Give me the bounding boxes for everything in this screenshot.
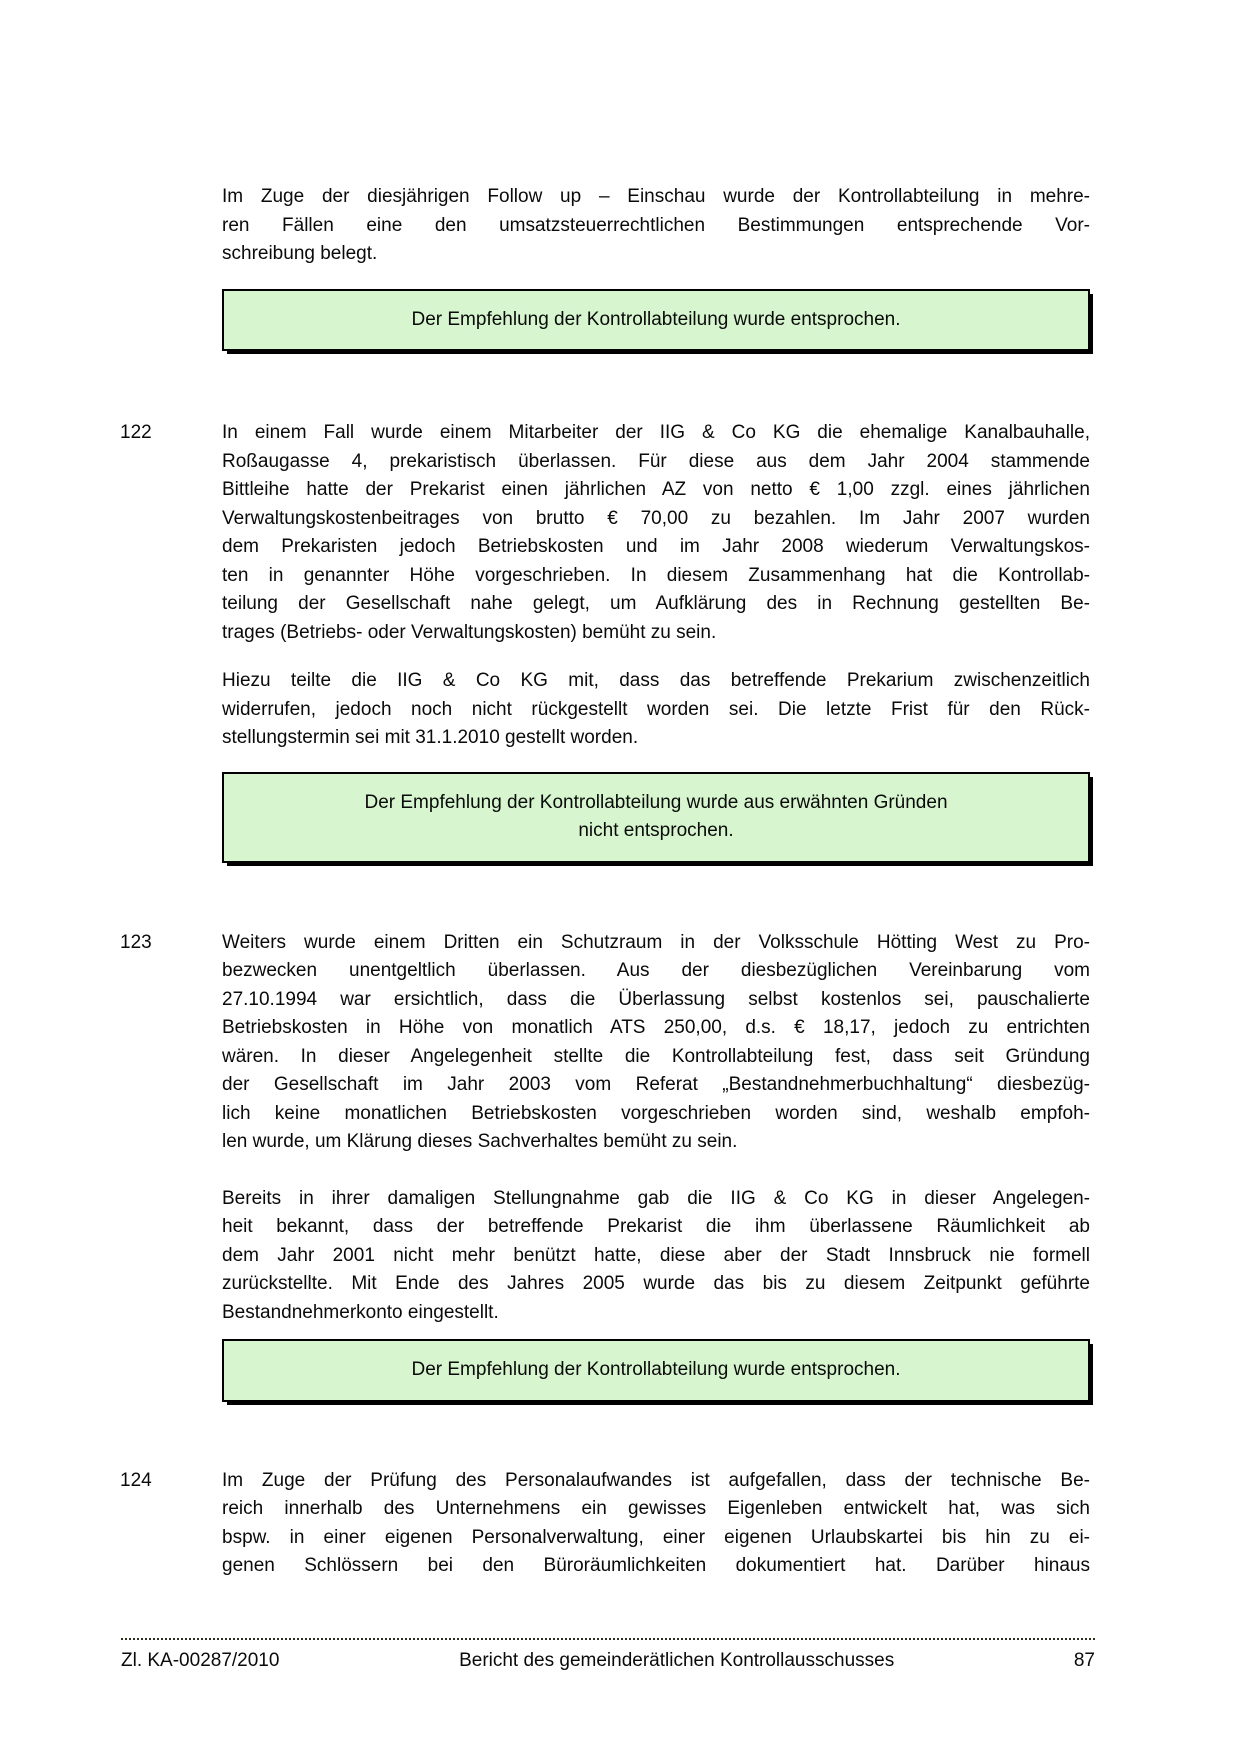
footer-page-number: 87	[1073, 1650, 1095, 1671]
text-line: genen Schlössern bei den Büroräumlichkeiten dokumentiert hat. Darüber hinaus	[222, 1555, 1090, 1576]
paragraph-122-reply	[222, 667, 1090, 753]
text-line: schreibung belegt.	[222, 243, 378, 264]
text-line: Weiters wurde einem Dritten ein Schutzraum in der Volksschule Hötting West zu Pro-	[222, 931, 1090, 953]
paragraph-intro	[222, 183, 1090, 269]
text-line: Der Empfehlung der Kontrollabteilung wurde entsprochen.	[411, 1359, 901, 1380]
text-line: der Gesellschaft im Jahr 2003 vom Referat „Bestandnehmerbuchhaltung“ diesbezüg-	[222, 1074, 1090, 1095]
text-line: Im Zuge der Prüfung des Personalaufwandes ist aufgefallen, dass der technische Be-	[222, 1469, 1090, 1491]
text-line: heit bekannt, dass der betreffende Prekarist die ihm überlassene Räumlichkeit ab	[222, 1216, 1090, 1237]
text-line: Bestandnehmerkonto eingestellt.	[222, 1301, 499, 1323]
text-line: reich innerhalb des Unternehmens ein gewisses Eigenleben entwickelt hat, was sich	[222, 1498, 1090, 1519]
text-line: Bittleihe hatte der Prekarist einen jährlichen AZ von netto € 1,00 zzgl. eines jährlichen	[222, 479, 1090, 500]
text-line: len wurde, um Klärung dieses Sachverhaltes bemüht zu sein.	[222, 1131, 738, 1152]
text-line: zurückstellte. Mit Ende des Jahres 2005 wurde das bis zu diesem Zeitpunkt geführte	[222, 1273, 1090, 1294]
text-line: Verwaltungskostenbeitrages von brutto € 70,00 zu bezahlen. Im Jahr 2007 wurden	[222, 507, 1090, 529]
text-line: Hiezu teilte die IIG & Co KG mit, dass das betreffende Prekarium zwischenzeitlich	[222, 670, 1090, 691]
paragraph-number: 122	[120, 422, 152, 443]
recommendation-box-3	[222, 1339, 1090, 1402]
text-line: bezwecken unentgeltlich überlassen. Aus der diesbezüglichen Vereinbarung vom	[222, 960, 1090, 981]
text-line: 27.10.1994 war ersichtlich, dass die Überlassung selbst kostenlos sei, pauschalierte	[222, 988, 1090, 1010]
text-line: nicht entsprochen.	[578, 820, 734, 841]
footer-divider	[121, 1638, 1095, 1640]
text-line: dem Prekaristen jedoch Betriebskosten und im Jahr 2008 wiederum Verwaltungskos-	[222, 536, 1090, 557]
text-line: Roßaugasse 4, prekaristisch überlassen. Für diese aus dem Jahr 2004 stammende	[222, 450, 1090, 472]
footer-reference: Zl. KA-00287/2010	[121, 1650, 280, 1671]
paragraph-number: 123	[120, 931, 152, 953]
page-body	[120, 183, 1090, 1581]
paragraph-123	[120, 929, 1090, 1157]
footer-title: Bericht des gemeinderätlichen Kontrollausschusses	[459, 1650, 895, 1671]
text-line: Bereits in ihrer damaligen Stellungnahme gab die IIG & Co KG in dieser Angelegen-	[222, 1187, 1090, 1209]
text-line: dem Jahr 2001 nicht mehr benützt hatte, diese aber der Stadt Innsbruck nie formell	[222, 1244, 1090, 1266]
text-line: Im Zuge der diesjährigen Follow up – Einschau wurde der Kontrollabteilung in mehre-	[222, 186, 1090, 207]
page-footer	[121, 1649, 1095, 1673]
paragraph-text	[222, 1467, 1090, 1581]
paragraph-text	[222, 419, 1090, 647]
text-line: trages (Betriebs- oder Verwaltungskosten) bemüht zu sein.	[222, 621, 717, 643]
text-line: lich keine monatlichen Betriebskosten vorgeschrieben worden sind, weshalb empfoh-	[222, 1102, 1090, 1124]
paragraph-124	[120, 1467, 1090, 1581]
text-line: teilung der Gesellschaft nahe gelegt, um Aufklärung des in Rechnung gestellten Be-	[222, 593, 1090, 614]
paragraph-122	[120, 419, 1090, 647]
text-line: Der Empfehlung der Kontrollabteilung wurde entsprochen.	[411, 308, 901, 330]
text-line: Der Empfehlung der Kontrollabteilung wurde aus erwähnten Gründen	[364, 791, 948, 813]
text-line: In einem Fall wurde einem Mitarbeiter der IIG & Co KG die ehemalige Kanalbauhalle,	[222, 422, 1090, 443]
text-line: stellungstermin sei mit 31.1.2010 gestellt worden.	[222, 727, 639, 748]
paragraph-text	[222, 929, 1090, 1157]
paragraph-number: 124	[120, 1469, 152, 1491]
text-line: widerrufen, jedoch noch nicht rückgestellt worden sei. Die letzte Frist für den Rück-	[222, 698, 1090, 720]
text-line: ten in genannter Höhe vorgeschrieben. In diesem Zusammenhang hat die Kontrollab-	[222, 564, 1090, 586]
recommendation-box-2	[222, 772, 1090, 863]
text-line: bspw. in einer eigenen Personalverwaltung, einer eigenen Urlaubskartei bis hin zu ei-	[222, 1526, 1090, 1548]
text-line: Betriebskosten in Höhe von monatlich ATS 250,00, d.s. € 18,17, jedoch zu entrichten	[222, 1017, 1090, 1038]
recommendation-box-1	[222, 289, 1090, 352]
paragraph-123-reply	[222, 1185, 1090, 1328]
text-line: ren Fällen eine den umsatzsteuerrechtlichen Bestimmungen entsprechende Vor-	[222, 214, 1090, 236]
text-line: wären. In dieser Angelegenheit stellte die Kontrollabteilung fest, dass seit Gründung	[222, 1045, 1090, 1067]
